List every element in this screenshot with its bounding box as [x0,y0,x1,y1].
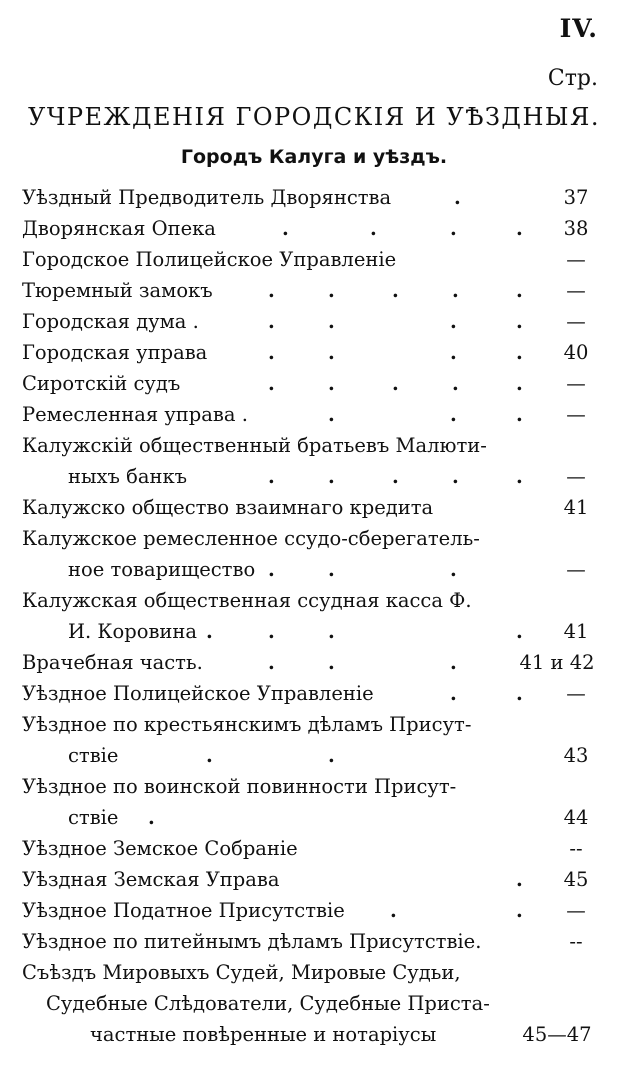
entry-title-line: частные повѣренные и нотаріусы [90,1023,437,1046]
list-item [22,523,606,554]
dot-leader: . [148,806,155,829]
dot-leader: . [452,279,459,302]
dot-leader: . [450,217,457,240]
entry-page-number: 41 [563,496,589,519]
entry-title-line: Калужскій общественный братьевъ Малюти- [22,434,487,457]
dot-leader: . [392,465,399,488]
entry-page-number: 43 [563,744,589,767]
list-item [22,461,606,492]
list-item [22,399,606,430]
entry-page-number: -- [569,837,583,860]
entry-title-line: Городское Полицейское Управленіе [22,248,397,271]
entry-page-number: — [566,248,586,271]
entry-title-line: Тюремный замокъ [22,279,213,302]
dot-leader: . [450,682,457,705]
entry-page-number: — [566,465,586,488]
dot-leader: . [268,558,275,581]
entry-title-line: ствіе [68,806,119,829]
entry-title-line: Уѣздный Предводитель Дворянства [22,186,392,209]
dot-leader: . [328,651,335,674]
dot-leader: . [328,465,335,488]
entry-page-number: — [566,682,586,705]
entry-page-number: 37 [563,186,589,209]
entry-title-line: Сиротскій судъ [22,372,181,395]
entry-title-line: И. Коровина [68,620,198,643]
dot-leader: . [516,310,523,333]
dot-leader: . [516,899,523,922]
dot-leader: . [516,372,523,395]
dot-leader: . [328,341,335,364]
entry-title-line: Уѣздная Земская Управа [22,868,280,891]
entry-page-number: 41 и 42 [519,651,595,674]
dot-leader: . [268,341,275,364]
list-item [22,492,606,523]
dot-leader: . [452,372,459,395]
dot-leader: . [328,279,335,302]
entry-title-line: Съѣздъ Мировыхъ Судей, Мировые Судьи, [22,961,461,984]
dot-leader: . [390,899,397,922]
dot-leader: . [328,310,335,333]
list-item [22,926,606,957]
entry-title-line: ствіе [68,744,119,767]
entry-page-number: 41 [563,620,589,643]
list-item [22,771,606,802]
dot-leader: . [206,744,213,767]
entry-page-number: — [566,899,586,922]
entry-title-line: Калужская общественная ссудная касса Ф. [22,589,472,612]
entry-page-number: 40 [563,341,589,364]
dot-leader: . [268,372,275,395]
dot-leader: . [516,465,523,488]
entry-title-line: Судебные Слѣдователи, Судебные Приста- [46,992,490,1015]
dot-leader: . [516,620,523,643]
dot-leader: . [392,372,399,395]
list-item [22,368,606,399]
list-item [22,740,606,771]
page-number: IV. [559,14,598,43]
list-item [22,988,606,1019]
entry-page-number: 45—47 [522,1023,592,1046]
list-item [22,554,606,585]
dot-leader: . [328,744,335,767]
list-item [22,709,606,740]
dot-leader: . [268,651,275,674]
dot-leader: . [450,651,457,674]
list-item [22,957,606,988]
dot-leader: . [450,341,457,364]
dot-leader: . [268,465,275,488]
list-item [22,275,606,306]
dot-leader: . [516,868,523,891]
dot-leader: . [268,279,275,302]
entry-title-line: Уѣздное по питейнымъ дѣламъ Присутствіе. [22,930,482,953]
entry-page-number: — [566,372,586,395]
list-item [22,647,606,678]
dot-leader: . [328,620,335,643]
dot-leader: . [328,403,335,426]
dot-leader: . [454,186,461,209]
entry-page-number: — [566,279,586,302]
entry-title-line: Калужско общество взаимнаго кредита [22,496,434,519]
entry-page-number: — [566,403,586,426]
entry-title-line: Городская управа [22,341,208,364]
dot-leader: . [450,403,457,426]
dot-leader: . [282,217,289,240]
dot-leader: . [452,465,459,488]
list-item [22,864,606,895]
dot-leader: . [450,558,457,581]
list-item [22,678,606,709]
list-item [22,337,606,368]
dot-leader: . [392,279,399,302]
entry-title-line: Дворянская Опека [22,217,216,240]
subsection-title: Городъ Калуга и уѣздъ. [180,146,448,168]
dot-leader: . [206,620,213,643]
entry-title-line: Врачебная часть. [22,651,203,674]
entry-title-line: Уѣздное Полицейское Управленіе [22,682,374,705]
list-item [22,802,606,833]
entry-page-number: 38 [563,217,589,240]
list-item [22,213,606,244]
list-item [22,1019,606,1050]
dot-leader: . [450,310,457,333]
entry-page-number: -- [569,930,583,953]
entry-page-number: — [566,558,586,581]
entry-title-line: Уѣздное по крестьянскимъ дѣламъ Присут- [22,713,472,736]
entry-page-number: 44 [563,806,589,829]
entry-title-line: Калужское ремесленное ссудо-сберегатель- [22,527,480,550]
entry-title-line: ныхъ банкъ [68,465,188,488]
table-of-contents [22,182,606,1050]
dot-leader: . [370,217,377,240]
entry-page-number: 45 [563,868,589,891]
dot-leader: . [328,372,335,395]
dot-leader: . [516,403,523,426]
entry-title-line: Ремесленная управа . [22,403,248,426]
entry-title-line: Уѣздное Податное Присутствіе [22,899,345,922]
list-item [22,895,606,926]
list-item [22,585,606,616]
dot-leader: . [516,682,523,705]
entry-title-line: Уѣздное Земское Собраніе [22,837,298,860]
dot-leader: . [328,558,335,581]
list-item [22,616,606,647]
list-item [22,833,606,864]
section-title: УЧРЕЖДЕНІЯ ГОРОДСКІЯ И УѢЗДНЫЯ. [27,103,600,131]
dot-leader: . [268,620,275,643]
dot-leader: . [516,341,523,364]
entry-title-line: Уѣздное по воинской повинности Присут- [22,775,457,798]
dot-leader: . [516,217,523,240]
list-item [22,182,606,213]
entry-page-number: — [566,310,586,333]
page-column-header: Стр. [547,66,598,91]
dot-leader: . [268,310,275,333]
list-item [22,306,606,337]
list-item [22,430,606,461]
entry-title-line: Городская дума . [22,310,199,333]
dot-leader: . [516,279,523,302]
list-item [22,244,606,275]
entry-title-line: ное товарищество [68,558,256,581]
